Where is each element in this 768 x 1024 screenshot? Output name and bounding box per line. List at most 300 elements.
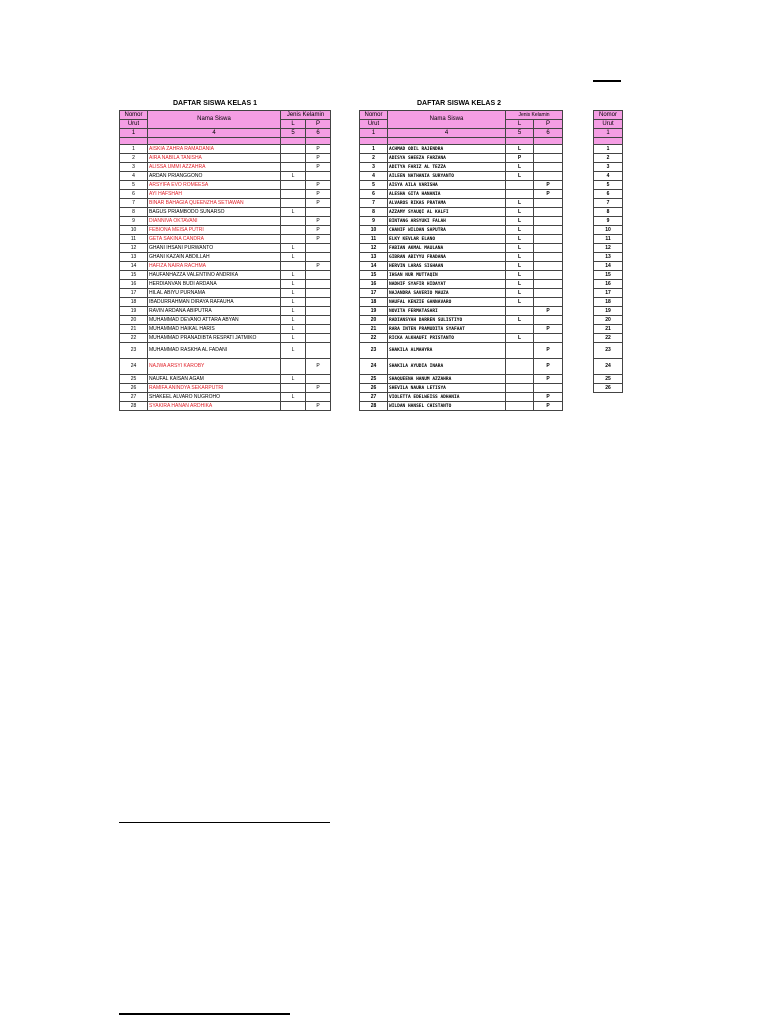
gender-l-cell: L [506, 262, 534, 271]
gender-p-cell [534, 235, 563, 244]
student-name: RICKA ALKHAUFI PRISTANTO [388, 334, 506, 343]
row-number: 22 [594, 334, 623, 343]
gender-l-cell: L [506, 289, 534, 298]
header-l: L [281, 120, 306, 129]
header-spacer-row [594, 138, 623, 145]
table-row [120, 343, 331, 359]
student-name: NAJANDRA SAVERIO MAUZA [388, 289, 506, 298]
row-number: 8 [120, 208, 148, 217]
gender-p-cell: P [306, 154, 331, 163]
header-nama: Nama Siswa [148, 111, 281, 129]
gender-l-cell [281, 217, 306, 226]
row-number: 7 [594, 199, 623, 208]
row-number: 19 [120, 307, 148, 316]
row-number: 1 [120, 145, 148, 154]
table-row [120, 199, 331, 208]
student-name: RAVIN ARDANA ABIPUTRA [148, 307, 281, 316]
header-urut: Urut [594, 120, 623, 129]
gender-l-cell [506, 393, 534, 402]
row-number: 21 [120, 325, 148, 334]
student-name: MUHAMMAD DEVANO ATTARA ABYAN [148, 316, 281, 325]
gender-p-cell: P [306, 181, 331, 190]
student-name: AILEEN NATHANIA SURYANTO [388, 172, 506, 181]
student-name: DIANNIVA OKTAVANI [148, 217, 281, 226]
table-row [360, 172, 563, 181]
student-name: BAGUS PRIAMBODO SUNARSO [148, 208, 281, 217]
table-row [594, 253, 623, 262]
gender-l-cell: L [281, 316, 306, 325]
row-number: 6 [360, 190, 388, 199]
student-name: AISYA AILA VARISHA [388, 181, 506, 190]
header-p: P [306, 120, 331, 129]
signature-line [119, 822, 330, 823]
gender-l-cell: L [281, 375, 306, 384]
gender-p-cell [306, 280, 331, 289]
top-right-rule [593, 80, 621, 82]
row-number: 16 [594, 280, 623, 289]
gender-l-cell: L [506, 208, 534, 217]
gender-p-cell: P [306, 402, 331, 411]
row-number: 21 [360, 325, 388, 334]
col-index: 6 [534, 129, 563, 138]
student-name: GHANI IHSANI PURWANTO [148, 244, 281, 253]
row-number: 19 [594, 307, 623, 316]
row-number: 15 [120, 271, 148, 280]
gender-l-cell: L [281, 325, 306, 334]
gender-l-cell [506, 343, 534, 359]
gender-p-cell [534, 289, 563, 298]
student-name: IHSAN NUR MUTTAQIN [388, 271, 506, 280]
table-row [360, 343, 563, 359]
gender-l-cell: L [506, 217, 534, 226]
table-row [120, 393, 331, 402]
table-row [594, 163, 623, 172]
table-row [594, 334, 623, 343]
row-number: 12 [594, 244, 623, 253]
row-number: 8 [360, 208, 388, 217]
row-number: 2 [120, 154, 148, 163]
gender-l-cell: L [281, 280, 306, 289]
row-number: 13 [360, 253, 388, 262]
gender-p-cell [534, 154, 563, 163]
table-row [120, 208, 331, 217]
gender-l-cell: L [281, 393, 306, 402]
row-number: 2 [360, 154, 388, 163]
gender-p-cell [306, 393, 331, 402]
table-row [360, 190, 563, 199]
header-spacer-row [360, 138, 563, 145]
student-name: ALESHA GITA HANANIA [388, 190, 506, 199]
gender-p-cell [306, 307, 331, 316]
gender-p-cell [534, 226, 563, 235]
table-row [360, 298, 563, 307]
table-row [360, 226, 563, 235]
gender-p-cell [534, 384, 563, 393]
gender-l-cell: L [506, 172, 534, 181]
row-number: 28 [360, 402, 388, 411]
table-row [360, 199, 563, 208]
gender-l-cell [281, 384, 306, 393]
table-row [594, 316, 623, 325]
row-number: 15 [594, 271, 623, 280]
header-nama: Nama Siswa [388, 111, 506, 129]
row-number: 25 [360, 375, 388, 384]
gender-p-cell [306, 298, 331, 307]
student-name: ALISSA UMMI AZZAHRA [148, 163, 281, 172]
table-row [360, 154, 563, 163]
table-row [594, 181, 623, 190]
gender-l-cell [506, 402, 534, 411]
table-row [360, 235, 563, 244]
row-number: 16 [360, 280, 388, 289]
col-index: 1 [360, 129, 388, 138]
gender-p-cell [306, 253, 331, 262]
row-number: 9 [594, 217, 623, 226]
row-number: 18 [594, 298, 623, 307]
gender-p-cell: P [534, 343, 563, 359]
table-row [120, 244, 331, 253]
gender-l-cell: L [506, 226, 534, 235]
gender-l-cell: L [281, 244, 306, 253]
gender-l-cell [506, 384, 534, 393]
table-row [120, 145, 331, 154]
table-row [120, 307, 331, 316]
gender-l-cell [281, 235, 306, 244]
row-number: 5 [120, 181, 148, 190]
row-number: 7 [360, 199, 388, 208]
row-number: 10 [360, 226, 388, 235]
row-number: 16 [120, 280, 148, 289]
class2-title: DAFTAR SISWA KELAS 2 [416, 100, 501, 107]
row-number: 1 [360, 145, 388, 154]
row-number: 28 [120, 402, 148, 411]
student-name: HAUFANHAZZA VALENTINO ANDRIKA [148, 271, 281, 280]
table-row [360, 384, 563, 393]
table-row [360, 289, 563, 298]
student-name: FABIAN AKMAL MAULANA [388, 244, 506, 253]
gender-l-cell: L [506, 316, 534, 325]
gender-l-cell: L [506, 298, 534, 307]
table-row [360, 334, 563, 343]
gender-l-cell: L [506, 271, 534, 280]
table-row [120, 280, 331, 289]
table-row [594, 325, 623, 334]
student-name: SHAQUEENA HANUM AZZAHRA [388, 375, 506, 384]
student-name: NADHIF SYAFIR HIDAYAT [388, 280, 506, 289]
table-row [360, 271, 563, 280]
student-name: MUHAMMAD PRANADIBTA RESPATI JATMIKO [148, 334, 281, 343]
gender-l-cell [506, 190, 534, 199]
gender-p-cell [306, 289, 331, 298]
header-spacer-row [120, 138, 331, 145]
row-number: 1 [594, 145, 623, 154]
row-number: 10 [594, 226, 623, 235]
row-number: 18 [360, 298, 388, 307]
student-name: GHANI KAZAIN ABDILLAH [148, 253, 281, 262]
row-number: 12 [360, 244, 388, 253]
gender-l-cell [281, 181, 306, 190]
gender-l-cell [506, 181, 534, 190]
gender-p-cell [306, 172, 331, 181]
gender-p-cell: P [534, 375, 563, 384]
student-name: BINTANG ARSYUKI FALAH [388, 217, 506, 226]
gender-l-cell: L [506, 163, 534, 172]
gender-l-cell: P [506, 154, 534, 163]
row-number: 26 [120, 384, 148, 393]
table-row [594, 244, 623, 253]
table-row [120, 334, 331, 343]
table-row [594, 145, 623, 154]
student-name: SHAKILA ALMAHYRA [388, 343, 506, 359]
row-number: 11 [594, 235, 623, 244]
gender-l-cell: L [281, 172, 306, 181]
student-name: RAMIFA ANINDYA SEKARPUTRI [148, 384, 281, 393]
table-row [360, 217, 563, 226]
row-number: 24 [120, 359, 148, 375]
row-number: 17 [360, 289, 388, 298]
header-nomor: Nomor [594, 111, 623, 120]
row-number: 3 [120, 163, 148, 172]
header-urut: Urut [120, 120, 148, 129]
header-nomor: Nomor [360, 111, 388, 120]
student-name: GIBRAN ABIYYU FRADANA [388, 253, 506, 262]
table-row [594, 190, 623, 199]
gender-l-cell: L [281, 208, 306, 217]
header-row [360, 111, 563, 120]
row-number: 20 [120, 316, 148, 325]
student-name: ADITYA FARIZ AL TEZZA [388, 163, 506, 172]
student-name: ELKY KEVLAR ELANO [388, 235, 506, 244]
table-row [360, 375, 563, 384]
gender-p-cell: P [534, 402, 563, 411]
gender-p-cell: P [306, 235, 331, 244]
gender-l-cell [506, 307, 534, 316]
table-row [360, 359, 563, 375]
row-number: 11 [120, 235, 148, 244]
gender-p-cell: P [534, 307, 563, 316]
row-number: 26 [594, 384, 623, 393]
table-row [120, 163, 331, 172]
row-number: 6 [120, 190, 148, 199]
table-row [120, 289, 331, 298]
table-row [120, 226, 331, 235]
class1-title: DAFTAR SISWA KELAS 1 [172, 100, 257, 107]
gender-p-cell [306, 208, 331, 217]
class1-roster-table [119, 110, 331, 411]
col-index: 5 [506, 129, 534, 138]
row-number: 25 [594, 375, 623, 384]
table-row [120, 402, 331, 411]
gender-l-cell: L [281, 253, 306, 262]
student-name: WILDAN HANSEL CHISTANTO [388, 402, 506, 411]
row-number: 3 [360, 163, 388, 172]
gender-p-cell: P [306, 199, 331, 208]
row-number: 24 [360, 359, 388, 375]
table-row [360, 316, 563, 325]
table-row [594, 208, 623, 217]
table-row [594, 154, 623, 163]
student-name: SYAKIRA HANAN ARDHIKA [148, 402, 281, 411]
row-number: 24 [594, 359, 623, 375]
student-name: NAUFAL KENZIE GANNAVARO [388, 298, 506, 307]
col-index: 1 [594, 129, 623, 138]
table-row [360, 181, 563, 190]
class2-roster-table [359, 110, 563, 411]
row-number: 17 [120, 289, 148, 298]
gender-p-cell [534, 145, 563, 154]
row-number: 14 [120, 262, 148, 271]
gender-l-cell [281, 199, 306, 208]
header-urut: Urut [360, 120, 388, 129]
gender-p-cell [534, 316, 563, 325]
row-number: 18 [120, 298, 148, 307]
student-name: SHAKEEL ALVARO NUGROHO [148, 393, 281, 402]
col-index: 1 [120, 129, 148, 138]
row-number: 20 [360, 316, 388, 325]
gender-l-cell [281, 226, 306, 235]
row-number: 6 [594, 190, 623, 199]
student-name: MUHAMMAD RASKHA AL FADANI [148, 343, 281, 359]
gender-l-cell: L [506, 199, 534, 208]
row-number: 26 [360, 384, 388, 393]
student-name: NAJWA ARSYI KAROBY [148, 359, 281, 375]
header-jenis-kelamin: Jenis Kelamin [281, 111, 331, 120]
header-nomor: Nomor [120, 111, 148, 120]
student-name: SHEVILA NAURA LETISYA [388, 384, 506, 393]
gender-l-cell: L [506, 145, 534, 154]
student-name: RARA INTEN PRAMUDITA SYAFAAT [388, 325, 506, 334]
gender-p-cell: P [534, 181, 563, 190]
table-row [120, 316, 331, 325]
student-name: GETA SAKINA CANDRA [148, 235, 281, 244]
row-number: 13 [594, 253, 623, 262]
table-row [594, 289, 623, 298]
row-number: 9 [120, 217, 148, 226]
gender-p-cell [306, 343, 331, 359]
row-number: 20 [594, 316, 623, 325]
gender-p-cell [534, 334, 563, 343]
col-index: 4 [388, 129, 506, 138]
column-number-row [360, 129, 563, 138]
gender-p-cell [534, 208, 563, 217]
row-number: 22 [120, 334, 148, 343]
table-row [594, 280, 623, 289]
table-row [360, 262, 563, 271]
student-name: ALVAROS RIKAS PRATAMA [388, 199, 506, 208]
gender-p-cell: P [306, 190, 331, 199]
gender-p-cell [534, 280, 563, 289]
row-number: 4 [594, 172, 623, 181]
student-name: HERVIN LARAS SIGHAAN [388, 262, 506, 271]
gender-l-cell: L [506, 253, 534, 262]
student-name: HILAL ABIYU PURNAMA [148, 289, 281, 298]
class3-number-column [593, 110, 623, 393]
student-name: SHAKILA AYUDIA INARA [388, 359, 506, 375]
gender-p-cell [306, 316, 331, 325]
gender-p-cell [534, 172, 563, 181]
student-name: HAFIZA NAIRA RACHMA [148, 262, 281, 271]
col-index: 6 [306, 129, 331, 138]
row-number: 11 [360, 235, 388, 244]
gender-p-cell [534, 217, 563, 226]
table-row [120, 375, 331, 384]
gender-p-cell [306, 271, 331, 280]
gender-p-cell [306, 244, 331, 253]
row-number: 27 [120, 393, 148, 402]
gender-p-cell: P [306, 384, 331, 393]
row-number: 23 [360, 343, 388, 359]
student-name: ADISYA SHEEZA FARZANA [388, 154, 506, 163]
gender-p-cell [306, 375, 331, 384]
student-name: NAUFAL KAISAN AGAM [148, 375, 281, 384]
table-row [594, 262, 623, 271]
student-name: ARDAN PRIANGGONO [148, 172, 281, 181]
gender-p-cell [534, 271, 563, 280]
row-number: 7 [120, 199, 148, 208]
table-row [594, 384, 623, 393]
row-number: 13 [120, 253, 148, 262]
table-row [120, 190, 331, 199]
student-name: ACHMAD ODIL RAJENDRA [388, 145, 506, 154]
gender-l-cell: L [281, 307, 306, 316]
table-row [120, 235, 331, 244]
gender-l-cell [506, 375, 534, 384]
table-row [360, 325, 563, 334]
gender-p-cell: P [534, 325, 563, 334]
table-row [120, 384, 331, 393]
row-number: 23 [594, 343, 623, 359]
row-number: 3 [594, 163, 623, 172]
table-row [594, 217, 623, 226]
col-index: 5 [281, 129, 306, 138]
row-number: 14 [594, 262, 623, 271]
table-row [360, 253, 563, 262]
table-row [120, 271, 331, 280]
gender-p-cell: P [534, 359, 563, 375]
gender-p-cell: P [306, 217, 331, 226]
gender-l-cell: L [506, 280, 534, 289]
gender-p-cell: P [306, 262, 331, 271]
gender-l-cell [281, 402, 306, 411]
gender-l-cell [281, 262, 306, 271]
table-row [120, 181, 331, 190]
header-row [594, 120, 623, 129]
student-name: NOVITA FERMATASARI [388, 307, 506, 316]
table-row [360, 393, 563, 402]
column-number-row [594, 129, 623, 138]
gender-l-cell: L [281, 298, 306, 307]
gender-l-cell: L [281, 289, 306, 298]
gender-p-cell: P [306, 226, 331, 235]
gender-l-cell [506, 359, 534, 375]
table-row [120, 262, 331, 271]
table-row [120, 325, 331, 334]
table-row [120, 217, 331, 226]
student-name: ARSYIFA EVO ROMEESA [148, 181, 281, 190]
table-row [120, 359, 331, 375]
student-name: AIRA NABILA TANISHA [148, 154, 281, 163]
header-row [120, 111, 331, 120]
col-index: 4 [148, 129, 281, 138]
table-row [594, 199, 623, 208]
table-row [360, 402, 563, 411]
header-p: P [534, 120, 563, 129]
table-row [594, 172, 623, 181]
bottom-rule [119, 1013, 290, 1015]
table-row [594, 235, 623, 244]
gender-p-cell [306, 325, 331, 334]
table-row [594, 307, 623, 316]
